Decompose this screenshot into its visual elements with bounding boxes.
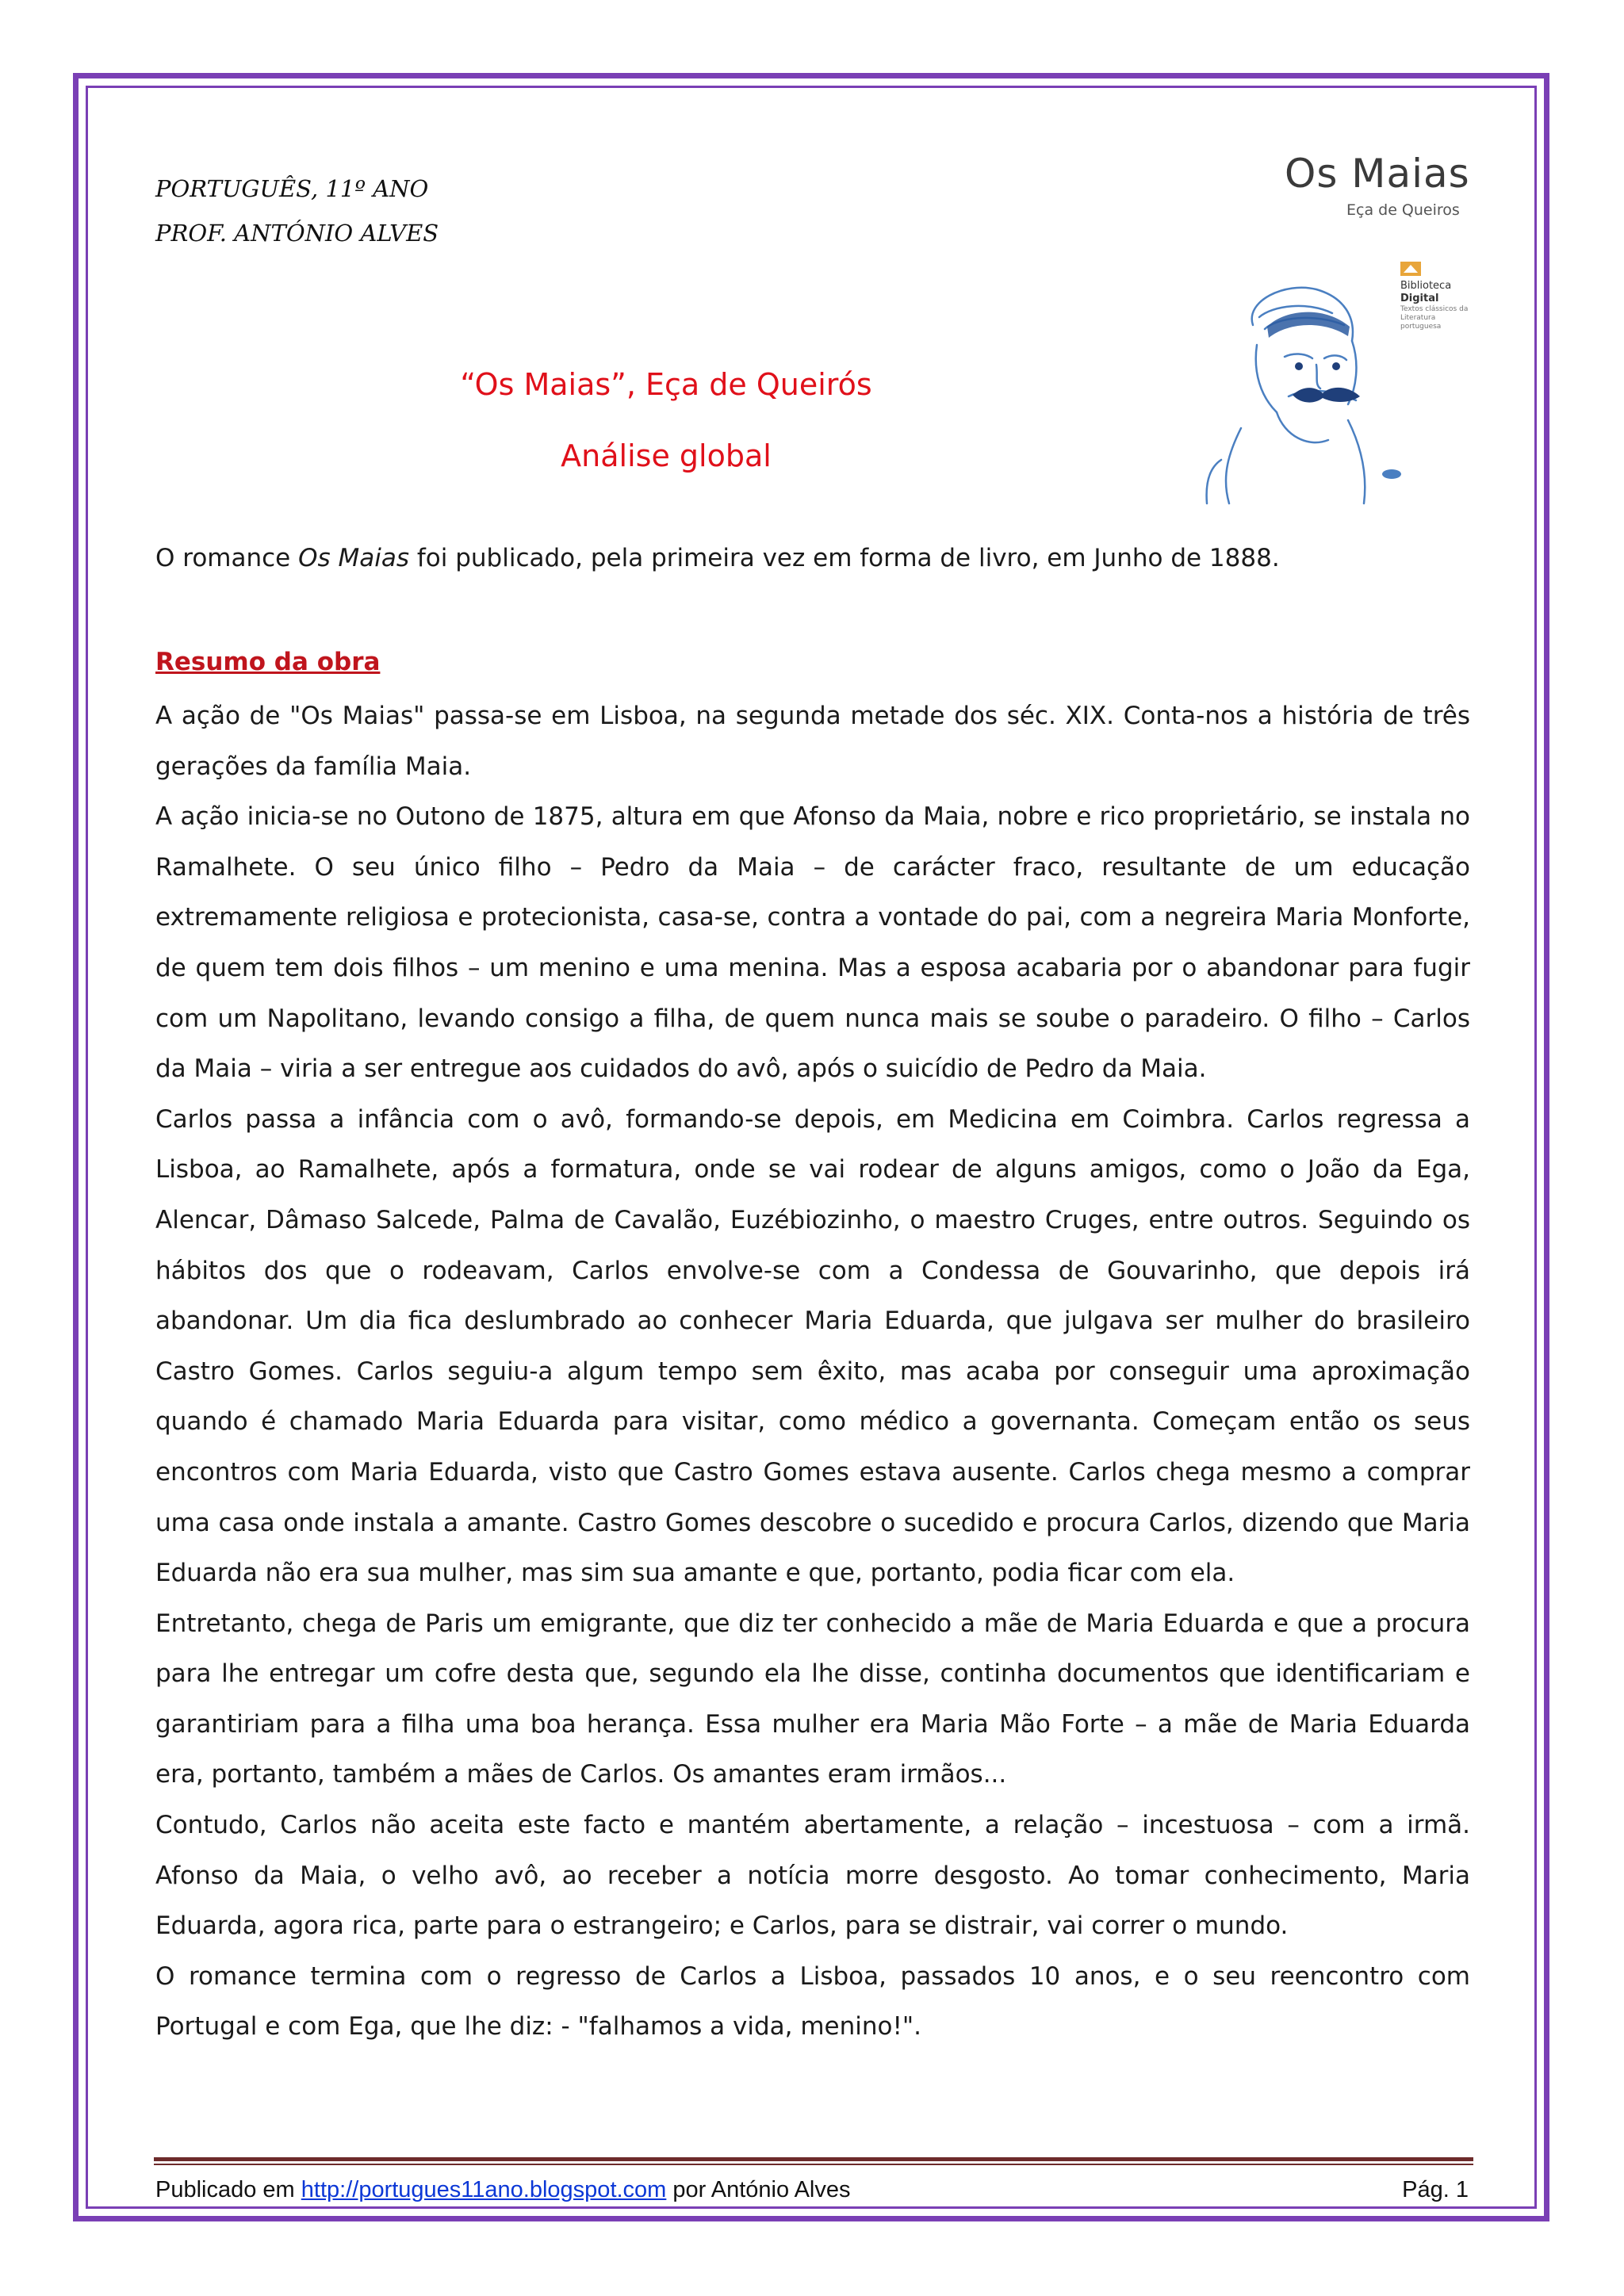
teacher-label: PROF. ANTÓNIO ALVES xyxy=(155,220,439,247)
intro-book-title: Os Maias xyxy=(298,544,410,572)
footer-prefix: Publicado em xyxy=(155,2177,301,2202)
intro-before: O romance xyxy=(155,544,299,572)
document-header xyxy=(155,166,439,255)
footer-divider xyxy=(154,2157,1473,2161)
summary-paragraph-4: Entretanto, chega de Paris um emigrante, que diz ter conhecido a mãe de Maria Eduarda e que a procura para lhe entregar um cofre desta que, segundo ela lhe disse, continha documentos que identificariam e garantiriam para a filha uma boa herança. Essa mulher era Maria Mão Forte – a mãe de Maria Eduarda era, portanto, também a mães de Carlos. Os amantes eram irmãos... xyxy=(155,1609,1470,1789)
intro-paragraph xyxy=(155,541,1472,576)
title-sub: Análise global xyxy=(561,438,772,473)
library-note: Textos clássicos da Literatura portuguesa xyxy=(1400,305,1469,331)
library-label-1: Biblioteca xyxy=(1400,280,1452,292)
footer-suffix: por António Alves xyxy=(666,2177,851,2202)
library-label-2: Digital xyxy=(1400,293,1439,304)
summary-paragraph-3: Carlos passa a infância com o avô, formando-se depois, em Medicina em Coimbra. Carlos regressa a Lisboa, ao Ramalhete, após a formatura, onde se vai rodear de alguns amigos, como o João da Ega, Alencar, Dâmaso Salcede, Palma de Cavalão, Euzébiozinho, o maestro Cruges, entre outros. Seguindo os hábitos dos que o rodeavam, Carlos envolve-se com a Condessa de Gouvarinho, que depois irá abandonar. Um dia fica deslumbrado ao conhecer Maria Eduarda, que julgava ser mulher do brasileiro Castro Gomes. Carlos seguiu-a algum tempo sem êxito, mas acaba por conseguir uma aproximação quando é chamado Maria Eduarda para visitar, como médico a governanta. Começam então os seus encontros com Maria Eduarda, visto que Castro Gomes estava ausente. Carlos chega mesmo a comprar uma casa onde instala a amante. Castro Gomes descobre o sucedido e procura Carlos, dizendo que Maria Eduarda não era sua mulher, mas sim sua amante e que, portanto, podia ficar com ela. xyxy=(155,1104,1470,1588)
summary-paragraph-5: Contudo, Carlos não aceita este facto e mantém abertamente, a relação – incestuosa – com a irmã. Afonso da Maia, o velho avô, ao receber a notícia morre desgosto. Ao tomar conhecimento, Maria Eduarda, agora rica, parte para o estrangeiro; e Carlos, para se distrair, vai correr o mundo. xyxy=(155,1811,1470,1941)
section-heading: Resumo da obra xyxy=(155,648,381,676)
blog-link[interactable]: http://portugues11ano.blogspot.com xyxy=(301,2177,667,2202)
course-label: PORTUGUÊS, 11º ANO xyxy=(155,175,429,202)
document-title xyxy=(0,349,1332,492)
summary-paragraph-6: O romance termina com o regresso de Carlos a Lisboa, passados 10 anos, e o seu reencontro com Portugal e com Ega, que lhe diz: - "falhamos a vida, menino!". xyxy=(155,1961,1470,2042)
page-number: Pág. 1 xyxy=(1402,2177,1469,2202)
intro-after: foi publicado, pela primeira vez em forma de livro, em Junho de 1888. xyxy=(409,544,1280,572)
summary-body xyxy=(155,691,1470,2053)
logo-subtitle: Eça de Queiros xyxy=(1346,201,1460,219)
footer-credit xyxy=(155,2172,851,2207)
footer-divider-thin xyxy=(154,2164,1473,2165)
summary-paragraph-2: A ação inicia-se no Outono de 1875, altura em que Afonso da Maia, nobre e rico proprietário, se instala no Ramalhete. O seu único filho – Pedro da Maia – de carácter fraco, resultante de um educação extremamente religiosa e protecionista, casa-se, contra a vontade do pai, com a negreira Maria Monforte, de quem tem dois filhos – um menino e uma menina. Mas a esposa acabaria por o abandonar para fugir com um Napolitano, levando consigo a filha, de quem nunca mais se soube o paradeiro. O filho – Carlos da Maia – viria a ser entregue aos cuidados do avô, após o suicídio de Pedro da Maia. xyxy=(155,802,1470,1084)
logo-title: Os Maias xyxy=(1285,151,1470,197)
library-badge xyxy=(1400,262,1472,331)
summary-paragraph-1: A ação de "Os Maias" passa-se em Lisboa, na segunda metade dos séc. XIX. Conta-nos a história de três gerações da família Maia. xyxy=(155,702,1470,781)
title-main: “Os Maias”, Eça de Queirós xyxy=(460,367,872,402)
